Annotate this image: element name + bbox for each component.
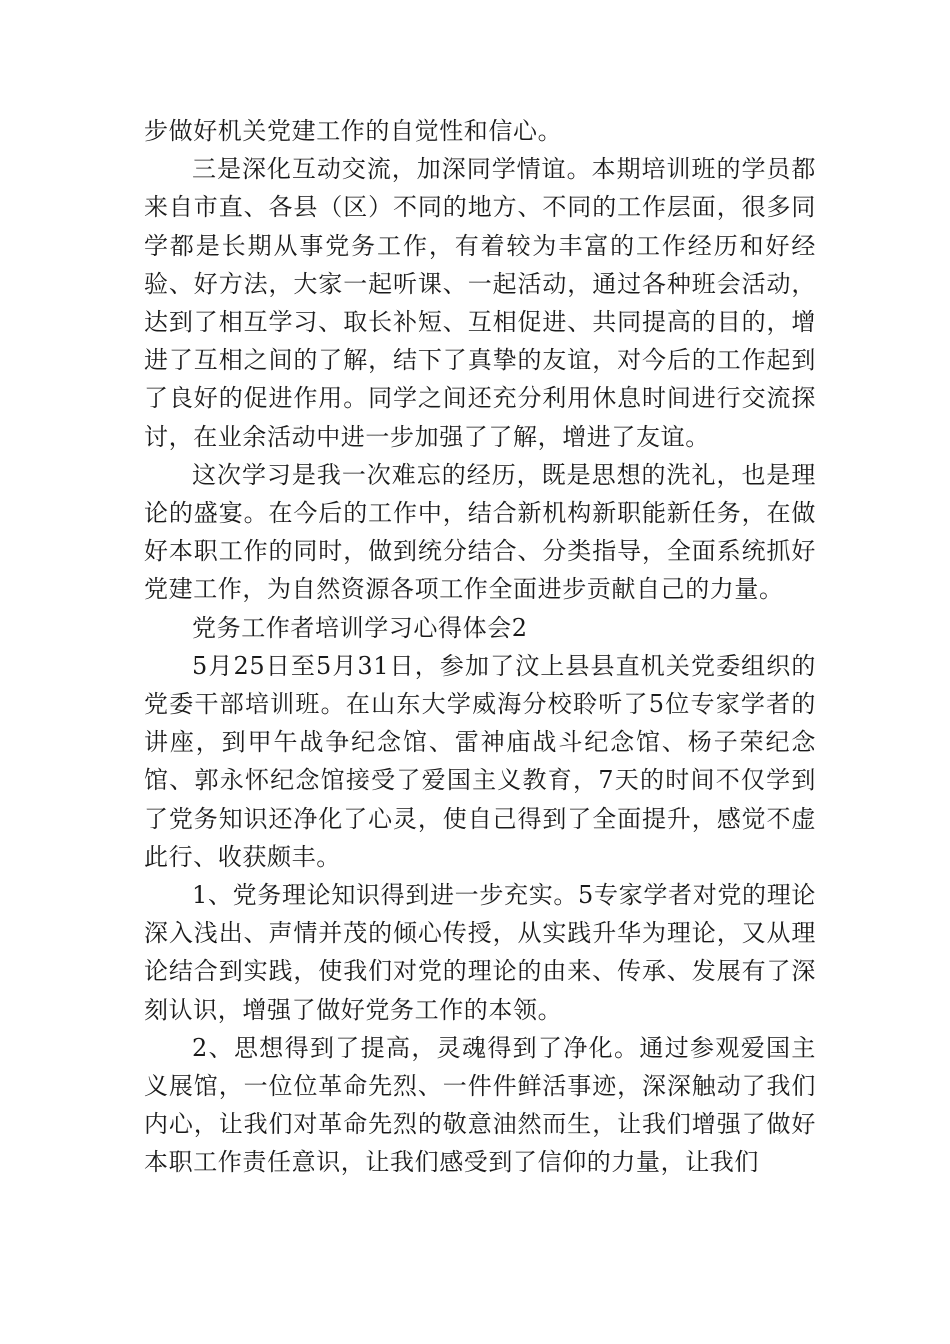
section-heading: 党务工作者培训学习心得体会2	[192, 613, 528, 642]
paragraph-point-1: 1、党务理论知识得到进一步充实。5专家学者对党的理论深入浅出、声情并茂的倾心传授，从实践升华为理论，又从理论结合到实践，使我们对党的理论的由来、传承、发展有了深刻认识，增强了做好党务工作的本领。	[144, 881, 816, 1024]
paragraph-experience: 这次学习是我一次难忘的经历，既是思想的洗礼，也是理论的盛宴。在今后的工作中，结合新机构新职能新任务，在做好本职工作的同时，做到统分结合、分类指导，全面系统抓好党建工作，为自然资源各项工作全面进步贡献自己的力量。	[144, 460, 816, 604]
paragraph-continuation: 步做好机关党建工作的自觉性和信心。	[144, 117, 563, 145]
document-body	[144, 112, 816, 1182]
paragraph-point-2: 2、思想得到了提高，灵魂得到了净化。通过参观爱国主义展馆，一位位革命先烈、一件件鲜活事迹，深深触动了我们内心，让我们对革命先烈的敬意油然而生，让我们增强了做好本职工作责任意识，让我们感受到了信仰的力量，让我们	[144, 1033, 816, 1177]
paragraph-training-intro: 5月25日至5月31日，参加了汶上县县直机关党委组织的党委干部培训班。在山东大学威海分校聆听了5位专家学者的讲座，到甲午战争纪念馆、雷神庙战斗纪念馆、杨子荣纪念馆、郭永怀纪念馆接受了爱国主义教育，7天的时间不仅学到了党务知识还净化了心灵，使自己得到了全面提升，感觉不虚此行、收获颇丰。	[144, 651, 816, 871]
paragraph-exchange: 三是深化互动交流，加深同学情谊。本期培训班的学员都来自市直、各县（区）不同的地方、不同的工作层面，很多同学都是长期从事党务工作，有着较为丰富的工作经历和好经验、好方法，大家一起听课、一起活动，通过各种班会活动，达到了相互学习、取长补短、互相促进、共同提高的目的，增进了互相之间的了解，结下了真挚的友谊，对今后的工作起到了良好的促进作用。同学之间还充分利用休息时间进行交流探讨，在业余活动中进一步加强了了解，增进了友谊。	[144, 155, 816, 451]
